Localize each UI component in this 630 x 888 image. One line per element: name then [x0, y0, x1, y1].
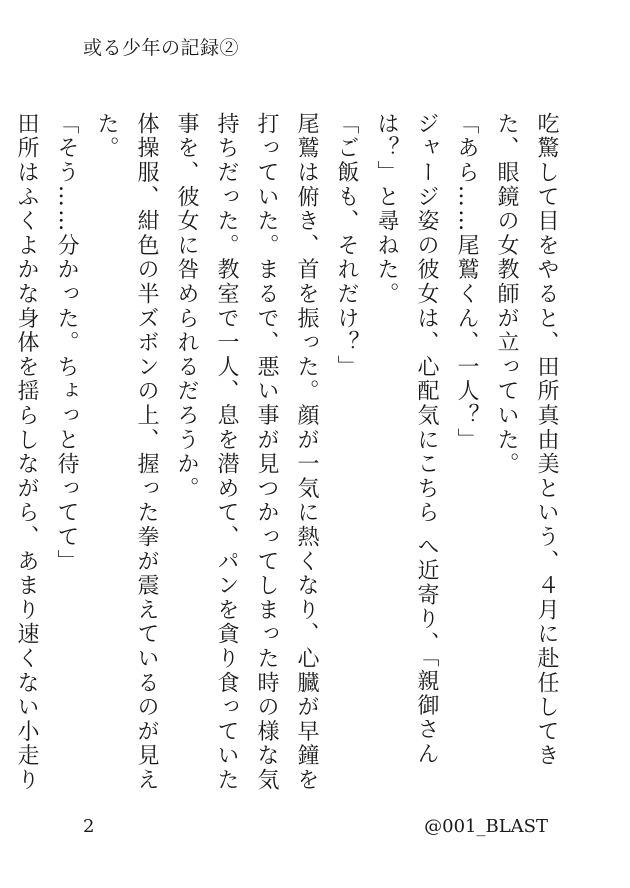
- paragraph: 田所はふくよかな身体を揺らしながら、あまり速くない小走り: [14, 112, 39, 793]
- paragraph: ジャージ姿の彼女は、心配気にこちら へ近寄り、「親御さんは？」と尋ねた。: [374, 112, 439, 767]
- vertical-body-text: [0, 112, 566, 812]
- paragraph: 体操服、紺色の半ズボンの上、握った拳が震えているのが見えた。: [94, 112, 159, 793]
- paragraph: 「そう……分かった。ちょっと待ってて」: [54, 112, 79, 574]
- paragraph: 尾鷲は俯き、首を振った。顔が一気に熱くなり、心臓が早鐘を打っていた。まるで、悪い事が見つかってしまった時の様な気持ちだった。教室で一人、息を潜めて、パンを貪り食っていた事を、彼女に咎められるだろうか。: [174, 112, 319, 793]
- page-title: 或る少年の記録②: [83, 37, 240, 59]
- paragraph: 「あら……尾鷲くん、一人？」: [454, 112, 479, 453]
- paragraph: 吃驚して目をやると、田所真由美という、４月に赴任してきた、眼鏡の女教師が立っていた。: [494, 112, 559, 769]
- page-number: 2: [83, 816, 95, 837]
- author-handle: @001_BLAST: [424, 816, 548, 837]
- paragraph: 「ご飯も、それだけ？」: [334, 112, 359, 380]
